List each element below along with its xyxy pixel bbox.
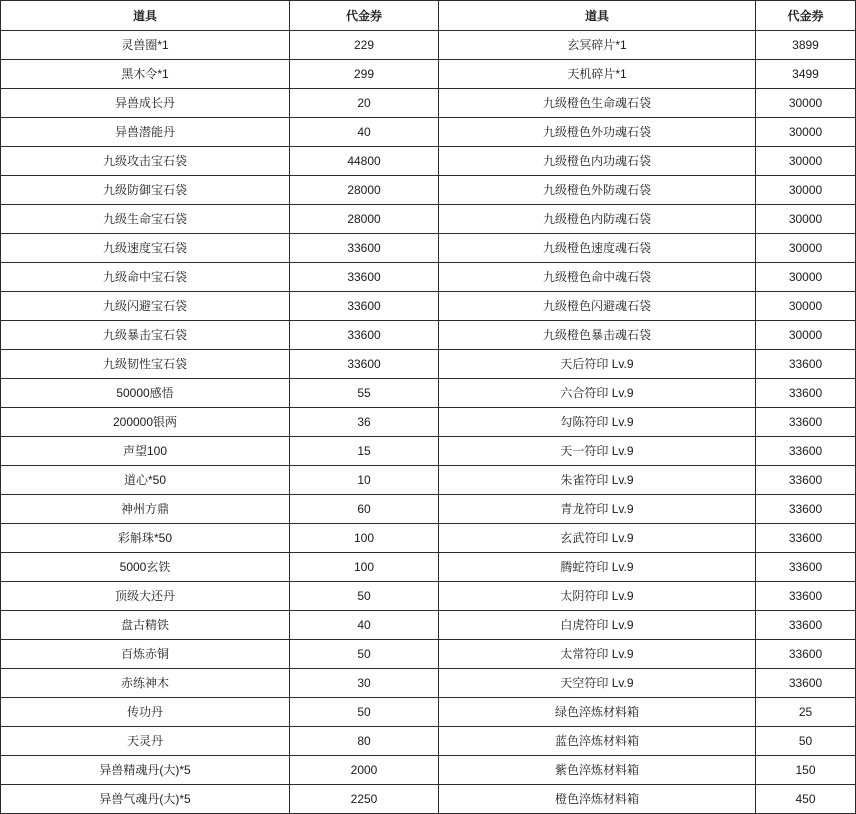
voucher-price-left: 10 [290, 466, 439, 495]
voucher-price-right: 3899 [756, 31, 856, 60]
voucher-price-right: 33600 [756, 553, 856, 582]
item-name-right: 白虎符印 Lv.9 [439, 611, 756, 640]
item-name-right: 朱雀符印 Lv.9 [439, 466, 756, 495]
item-name-right: 九级橙色内功魂石袋 [439, 147, 756, 176]
item-name-left: 异兽气魂丹(大)*5 [1, 785, 290, 814]
item-name-left: 九级防御宝石袋 [1, 176, 290, 205]
table-body [1, 31, 856, 814]
item-name-right: 蓝色淬炼材料箱 [439, 727, 756, 756]
voucher-price-left: 20 [290, 89, 439, 118]
item-name-right: 紫色淬炼材料箱 [439, 756, 756, 785]
voucher-price-right: 33600 [756, 524, 856, 553]
voucher-price-left: 60 [290, 495, 439, 524]
item-name-right: 九级橙色生命魂石袋 [439, 89, 756, 118]
item-name-right: 青龙符印 Lv.9 [439, 495, 756, 524]
item-name-right: 腾蛇符印 Lv.9 [439, 553, 756, 582]
voucher-price-right: 30000 [756, 321, 856, 350]
voucher-price-left: 33600 [290, 234, 439, 263]
voucher-price-left: 33600 [290, 350, 439, 379]
table-row [1, 553, 856, 582]
item-name-right: 九级橙色速度魂石袋 [439, 234, 756, 263]
voucher-price-right: 30000 [756, 205, 856, 234]
item-name-left: 赤练神木 [1, 669, 290, 698]
table-row [1, 698, 856, 727]
header-voucher-left: 代金券 [290, 1, 439, 31]
item-name-right: 九级橙色外防魂石袋 [439, 176, 756, 205]
voucher-price-left: 100 [290, 553, 439, 582]
voucher-price-left: 15 [290, 437, 439, 466]
item-name-left: 声望100 [1, 437, 290, 466]
voucher-price-left: 299 [290, 60, 439, 89]
voucher-price-right: 33600 [756, 582, 856, 611]
voucher-price-right: 33600 [756, 669, 856, 698]
voucher-price-left: 40 [290, 611, 439, 640]
item-name-right: 橙色淬炼材料箱 [439, 785, 756, 814]
item-name-left: 异兽潜能丹 [1, 118, 290, 147]
voucher-price-right: 50 [756, 727, 856, 756]
item-name-right: 勾陈符印 Lv.9 [439, 408, 756, 437]
voucher-price-right: 33600 [756, 495, 856, 524]
item-name-left: 黑木令*1 [1, 60, 290, 89]
item-name-left: 神州方鼎 [1, 495, 290, 524]
item-name-left: 天灵丹 [1, 727, 290, 756]
item-name-left: 5000玄铁 [1, 553, 290, 582]
table-row [1, 582, 856, 611]
item-name-right: 太常符印 Lv.9 [439, 640, 756, 669]
item-name-left: 九级攻击宝石袋 [1, 147, 290, 176]
item-name-left: 异兽成长丹 [1, 89, 290, 118]
item-name-left: 50000感悟 [1, 379, 290, 408]
voucher-price-left: 36 [290, 408, 439, 437]
item-name-left: 灵兽圈*1 [1, 31, 290, 60]
voucher-price-right: 33600 [756, 640, 856, 669]
item-name-left: 九级闪避宝石袋 [1, 292, 290, 321]
item-name-left: 200000银两 [1, 408, 290, 437]
voucher-price-left: 2000 [290, 756, 439, 785]
voucher-price-right: 3499 [756, 60, 856, 89]
item-name-right: 九级橙色内防魂石袋 [439, 205, 756, 234]
item-name-right: 天后符印 Lv.9 [439, 350, 756, 379]
voucher-price-right: 450 [756, 785, 856, 814]
table-row [1, 350, 856, 379]
header-item-right: 道具 [439, 1, 756, 31]
table-row [1, 379, 856, 408]
voucher-price-right: 33600 [756, 437, 856, 466]
voucher-price-right: 30000 [756, 292, 856, 321]
table-row [1, 147, 856, 176]
table-row [1, 524, 856, 553]
voucher-price-right: 33600 [756, 379, 856, 408]
table-row [1, 321, 856, 350]
item-name-right: 天一符印 Lv.9 [439, 437, 756, 466]
voucher-price-left: 40 [290, 118, 439, 147]
voucher-price-right: 25 [756, 698, 856, 727]
voucher-price-right: 30000 [756, 89, 856, 118]
item-name-right: 玄冥碎片*1 [439, 31, 756, 60]
voucher-price-right: 33600 [756, 350, 856, 379]
table-row [1, 60, 856, 89]
item-name-right: 六合符印 Lv.9 [439, 379, 756, 408]
table-row [1, 611, 856, 640]
voucher-price-left: 80 [290, 727, 439, 756]
voucher-price-left: 30 [290, 669, 439, 698]
item-name-right: 玄武符印 Lv.9 [439, 524, 756, 553]
item-name-left: 九级韧性宝石袋 [1, 350, 290, 379]
table-row [1, 205, 856, 234]
item-name-left: 九级暴击宝石袋 [1, 321, 290, 350]
table-row [1, 118, 856, 147]
voucher-price-left: 100 [290, 524, 439, 553]
header-item-left: 道具 [1, 1, 290, 31]
item-name-left: 彩斛珠*50 [1, 524, 290, 553]
table-row [1, 756, 856, 785]
table-row [1, 669, 856, 698]
table-row [1, 89, 856, 118]
table-row [1, 176, 856, 205]
item-name-left: 异兽精魂丹(大)*5 [1, 756, 290, 785]
voucher-price-left: 2250 [290, 785, 439, 814]
item-name-right: 绿色淬炼材料箱 [439, 698, 756, 727]
table-row [1, 466, 856, 495]
item-name-left: 九级速度宝石袋 [1, 234, 290, 263]
table-row [1, 785, 856, 814]
table-row [1, 727, 856, 756]
item-name-left: 九级命中宝石袋 [1, 263, 290, 292]
table-row [1, 292, 856, 321]
item-name-left: 九级生命宝石袋 [1, 205, 290, 234]
item-name-left: 百炼赤铜 [1, 640, 290, 669]
item-name-right: 天空符印 Lv.9 [439, 669, 756, 698]
item-name-right: 九级橙色命中魂石袋 [439, 263, 756, 292]
item-name-left: 道心*50 [1, 466, 290, 495]
voucher-price-right: 30000 [756, 118, 856, 147]
table-header [1, 1, 856, 31]
table-row [1, 234, 856, 263]
voucher-price-left: 55 [290, 379, 439, 408]
voucher-price-right: 33600 [756, 408, 856, 437]
item-name-left: 传功丹 [1, 698, 290, 727]
table-row [1, 437, 856, 466]
table-row [1, 495, 856, 524]
item-name-right: 九级橙色暴击魂石袋 [439, 321, 756, 350]
voucher-price-left: 50 [290, 582, 439, 611]
voucher-price-left: 44800 [290, 147, 439, 176]
voucher-price-right: 30000 [756, 147, 856, 176]
table-row [1, 263, 856, 292]
voucher-price-left: 28000 [290, 176, 439, 205]
voucher-price-right: 150 [756, 756, 856, 785]
voucher-price-left: 229 [290, 31, 439, 60]
table-row [1, 408, 856, 437]
item-name-left: 顶级大还丹 [1, 582, 290, 611]
voucher-price-left: 50 [290, 698, 439, 727]
voucher-price-right: 33600 [756, 611, 856, 640]
header-row [1, 1, 856, 31]
table-row [1, 31, 856, 60]
table-row [1, 640, 856, 669]
item-name-left: 盘古精铁 [1, 611, 290, 640]
voucher-price-left: 33600 [290, 321, 439, 350]
voucher-price-right: 30000 [756, 234, 856, 263]
item-name-right: 太阴符印 Lv.9 [439, 582, 756, 611]
voucher-price-right: 33600 [756, 466, 856, 495]
voucher-price-left: 28000 [290, 205, 439, 234]
voucher-price-left: 33600 [290, 263, 439, 292]
voucher-price-left: 33600 [290, 292, 439, 321]
item-name-right: 天机碎片*1 [439, 60, 756, 89]
item-name-right: 九级橙色外功魂石袋 [439, 118, 756, 147]
item-name-right: 九级橙色闪避魂石袋 [439, 292, 756, 321]
header-voucher-right: 代金券 [756, 1, 856, 31]
voucher-price-left: 50 [290, 640, 439, 669]
voucher-price-right: 30000 [756, 263, 856, 292]
voucher-price-right: 30000 [756, 176, 856, 205]
